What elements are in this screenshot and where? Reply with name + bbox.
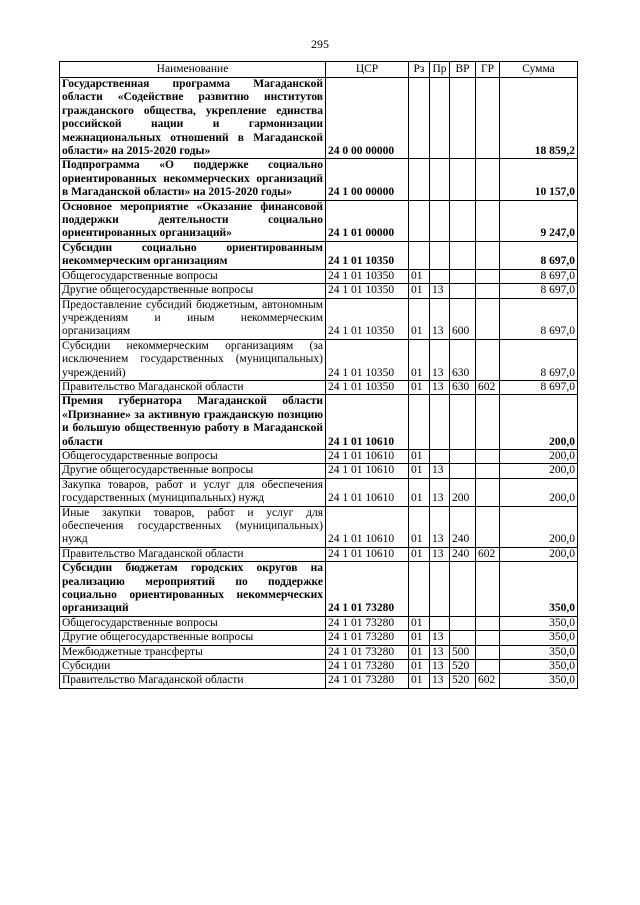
cell-sum: 200,0 — [500, 395, 578, 450]
cell-gr — [476, 464, 500, 478]
cell-rz — [409, 562, 430, 617]
table-row — [60, 660, 578, 674]
cell-sum: 200,0 — [500, 478, 578, 506]
table-row — [60, 464, 578, 478]
cell-pr: 13 — [430, 645, 450, 659]
cell-rz: 01 — [409, 660, 430, 674]
cell-csr: 24 1 01 73280 — [326, 616, 409, 630]
cell-vr — [450, 284, 476, 298]
table-row — [60, 159, 578, 200]
cell-sum: 200,0 — [500, 547, 578, 561]
cell-sum: 200,0 — [500, 464, 578, 478]
table-row — [60, 506, 578, 547]
cell-sum: 200,0 — [500, 449, 578, 463]
cell-csr: 24 0 00 00000 — [326, 78, 409, 159]
cell-csr: 24 1 01 73280 — [326, 562, 409, 617]
cell-csr: 24 1 01 10350 — [326, 380, 409, 394]
cell-vr — [450, 200, 476, 241]
cell-name: Другие общегосударственные вопросы — [60, 631, 326, 645]
cell-pr — [430, 449, 450, 463]
cell-name: Субсидии социально ориентированным некоммерческим организациям — [60, 241, 326, 269]
cell-name: Иные закупки товаров, работ и услуг для обеспечения государственных (муниципальных) нужд — [60, 506, 326, 547]
table-row — [60, 562, 578, 617]
cell-name: Другие общегосударственные вопросы — [60, 284, 326, 298]
cell-rz — [409, 200, 430, 241]
cell-sum: 8 697,0 — [500, 380, 578, 394]
cell-rz: 01 — [409, 269, 430, 283]
cell-sum: 8 697,0 — [500, 241, 578, 269]
cell-pr — [430, 241, 450, 269]
cell-gr — [476, 298, 500, 339]
cell-pr — [430, 562, 450, 617]
cell-vr: 630 — [450, 380, 476, 394]
cell-vr — [450, 159, 476, 200]
cell-csr: 24 1 01 10350 — [326, 269, 409, 283]
table-body — [60, 78, 578, 689]
cell-sum: 8 697,0 — [500, 269, 578, 283]
cell-pr: 13 — [430, 674, 450, 688]
table-header-row — [60, 62, 578, 78]
cell-vr — [450, 241, 476, 269]
cell-gr — [476, 506, 500, 547]
cell-name: Общегосударственные вопросы — [60, 616, 326, 630]
cell-name: Общегосударственные вопросы — [60, 269, 326, 283]
cell-csr: 24 1 01 00000 — [326, 200, 409, 241]
cell-sum: 350,0 — [500, 645, 578, 659]
table-row — [60, 241, 578, 269]
cell-vr — [450, 395, 476, 450]
cell-sum: 18 859,2 — [500, 78, 578, 159]
cell-gr: 602 — [476, 380, 500, 394]
cell-rz — [409, 395, 430, 450]
cell-rz: 01 — [409, 298, 430, 339]
cell-name: Правительство Магаданской области — [60, 674, 326, 688]
cell-pr: 13 — [430, 547, 450, 561]
table-row — [60, 78, 578, 159]
header-csr: ЦСР — [326, 62, 409, 78]
cell-rz: 01 — [409, 631, 430, 645]
table-row — [60, 631, 578, 645]
cell-csr: 24 1 01 10610 — [326, 449, 409, 463]
cell-pr: 13 — [430, 660, 450, 674]
table-row — [60, 395, 578, 450]
cell-gr: 602 — [476, 674, 500, 688]
table-row — [60, 478, 578, 506]
table-row — [60, 380, 578, 394]
cell-rz — [409, 241, 430, 269]
cell-gr — [476, 478, 500, 506]
cell-pr: 13 — [430, 631, 450, 645]
table-row — [60, 200, 578, 241]
cell-gr — [476, 660, 500, 674]
cell-rz: 01 — [409, 506, 430, 547]
cell-rz: 01 — [409, 674, 430, 688]
cell-pr — [430, 200, 450, 241]
cell-gr — [476, 631, 500, 645]
cell-vr: 600 — [450, 298, 476, 339]
cell-gr: 602 — [476, 547, 500, 561]
cell-gr — [476, 78, 500, 159]
cell-pr — [430, 159, 450, 200]
cell-sum: 10 157,0 — [500, 159, 578, 200]
cell-gr — [476, 616, 500, 630]
cell-name: Субсидии — [60, 660, 326, 674]
cell-sum: 8 697,0 — [500, 339, 578, 380]
cell-vr: 200 — [450, 478, 476, 506]
cell-name: Правительство Магаданской области — [60, 380, 326, 394]
cell-rz: 01 — [409, 478, 430, 506]
cell-pr: 13 — [430, 298, 450, 339]
cell-gr — [476, 159, 500, 200]
cell-name: Межбюджетные трансферты — [60, 645, 326, 659]
cell-vr: 240 — [450, 547, 476, 561]
cell-sum: 350,0 — [500, 562, 578, 617]
cell-vr — [450, 631, 476, 645]
cell-csr: 24 1 01 10350 — [326, 284, 409, 298]
cell-sum: 350,0 — [500, 660, 578, 674]
table-row — [60, 547, 578, 561]
cell-sum: 9 247,0 — [500, 200, 578, 241]
cell-rz — [409, 159, 430, 200]
table-row — [60, 339, 578, 380]
cell-gr — [476, 645, 500, 659]
cell-csr: 24 1 01 73280 — [326, 674, 409, 688]
cell-csr: 24 1 01 10610 — [326, 464, 409, 478]
cell-vr: 520 — [450, 660, 476, 674]
cell-pr: 13 — [430, 380, 450, 394]
cell-sum: 350,0 — [500, 631, 578, 645]
cell-rz: 01 — [409, 284, 430, 298]
cell-gr — [476, 284, 500, 298]
cell-csr: 24 1 01 73280 — [326, 645, 409, 659]
cell-pr: 13 — [430, 464, 450, 478]
cell-sum: 350,0 — [500, 616, 578, 630]
cell-csr: 24 1 01 10350 — [326, 339, 409, 380]
cell-csr: 24 1 01 10350 — [326, 241, 409, 269]
cell-csr: 24 1 01 10610 — [326, 547, 409, 561]
cell-gr — [476, 395, 500, 450]
cell-csr: 24 1 01 10610 — [326, 478, 409, 506]
cell-name: Предоставление субсидий бюджетным, автономным учреждениям и иным некоммерческим организациям — [60, 298, 326, 339]
table-row — [60, 269, 578, 283]
cell-csr: 24 1 01 73280 — [326, 660, 409, 674]
cell-sum: 8 697,0 — [500, 284, 578, 298]
cell-vr — [450, 616, 476, 630]
cell-pr: 13 — [430, 478, 450, 506]
cell-name: Закупка товаров, работ и услуг для обеспечения государственных (муниципальных) нужд — [60, 478, 326, 506]
cell-vr — [450, 464, 476, 478]
table-row — [60, 449, 578, 463]
cell-vr — [450, 449, 476, 463]
cell-gr — [476, 562, 500, 617]
cell-vr — [450, 269, 476, 283]
cell-csr: 24 1 01 10350 — [326, 298, 409, 339]
cell-rz — [409, 78, 430, 159]
cell-rz: 01 — [409, 547, 430, 561]
header-gr: ГР — [476, 62, 500, 78]
cell-vr: 520 — [450, 674, 476, 688]
cell-name: Субсидии бюджетам городских округов на реализацию мероприятий по поддержке социально ориентированных некоммерческих организаций — [60, 562, 326, 617]
cell-pr: 13 — [430, 339, 450, 380]
table-row — [60, 616, 578, 630]
cell-name: Основное мероприятие «Оказание финансовой поддержки деятельности социально ориентированных организаций» — [60, 200, 326, 241]
table-row — [60, 298, 578, 339]
budget-table — [59, 61, 578, 689]
cell-vr: 500 — [450, 645, 476, 659]
cell-name: Премия губернатора Магаданской области «Признание» за активную гражданскую позицию и большую общественную работу в Магаданской области — [60, 395, 326, 450]
cell-sum: 200,0 — [500, 506, 578, 547]
cell-gr — [476, 269, 500, 283]
cell-name: Правительство Магаданской области — [60, 547, 326, 561]
cell-rz: 01 — [409, 464, 430, 478]
cell-name: Подпрограмма «О поддержке социально ориентированных некоммерческих организаций в Магаданской области» на 2015-2020 годы» — [60, 159, 326, 200]
cell-pr — [430, 269, 450, 283]
cell-name: Другие общегосударственные вопросы — [60, 464, 326, 478]
cell-pr: 13 — [430, 506, 450, 547]
header-sum: Сумма — [500, 62, 578, 78]
cell-vr — [450, 562, 476, 617]
header-rz: Рз — [409, 62, 430, 78]
cell-csr: 24 1 01 10610 — [326, 395, 409, 450]
page-number: 295 — [311, 37, 329, 51]
header-vr: ВР — [450, 62, 476, 78]
cell-vr: 240 — [450, 506, 476, 547]
cell-gr — [476, 449, 500, 463]
cell-csr: 24 1 01 10610 — [326, 506, 409, 547]
cell-gr — [476, 339, 500, 380]
table-row — [60, 645, 578, 659]
cell-gr — [476, 241, 500, 269]
cell-gr — [476, 200, 500, 241]
cell-name: Субсидии некоммерческим организациям (за исключением государственных (муниципальных) учреждений) — [60, 339, 326, 380]
cell-rz: 01 — [409, 339, 430, 380]
cell-vr — [450, 78, 476, 159]
cell-csr: 24 1 01 73280 — [326, 631, 409, 645]
cell-vr: 630 — [450, 339, 476, 380]
cell-name: Общегосударственные вопросы — [60, 449, 326, 463]
header-name: Наименование — [60, 62, 326, 78]
cell-pr — [430, 395, 450, 450]
cell-csr: 24 1 00 00000 — [326, 159, 409, 200]
cell-pr — [430, 78, 450, 159]
cell-rz: 01 — [409, 380, 430, 394]
cell-rz: 01 — [409, 645, 430, 659]
cell-sum: 350,0 — [500, 674, 578, 688]
cell-name: Государственная программа Магаданской области «Содействие развитию институтов гражданского общества, укрепление единства российской нации и гармонизации межнациональных отношений в Магаданской области» на 2015-2020 годы» — [60, 78, 326, 159]
cell-rz: 01 — [409, 616, 430, 630]
table-row — [60, 674, 578, 688]
cell-pr: 13 — [430, 284, 450, 298]
header-pr: Пр — [430, 62, 450, 78]
table-row — [60, 284, 578, 298]
cell-sum: 8 697,0 — [500, 298, 578, 339]
cell-rz: 01 — [409, 449, 430, 463]
cell-pr — [430, 616, 450, 630]
